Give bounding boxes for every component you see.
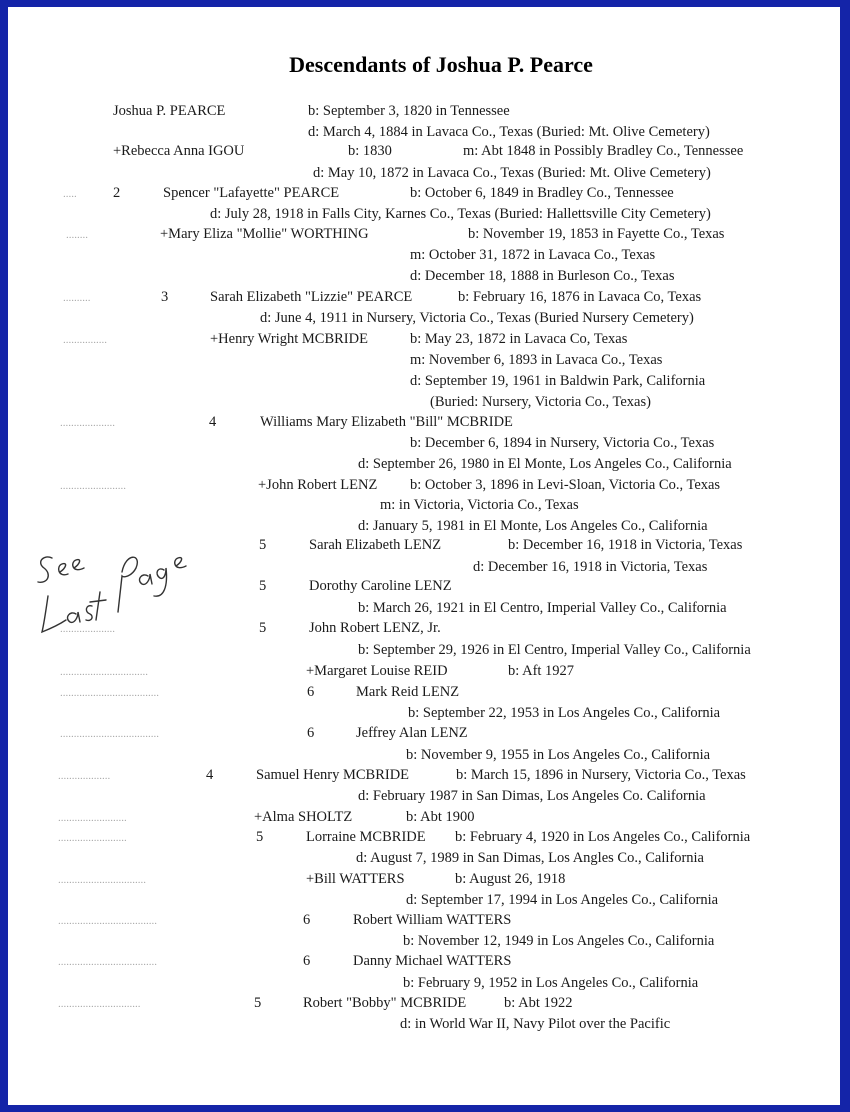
leader-dots: .................................... bbox=[58, 915, 157, 927]
leader-dots: .................................... bbox=[58, 956, 157, 968]
event-line: b: November 9, 1955 in Los Angeles Co., California bbox=[406, 747, 711, 763]
event-line: d: December 16, 1918 in Victoria, Texas bbox=[473, 559, 708, 575]
event-detail: b: October 6, 1849 in Bradley Co., Tennessee bbox=[410, 185, 674, 201]
event-line: (Buried: Nursery, Victoria Co., Texas) bbox=[430, 394, 651, 410]
event-line: b: November 12, 1949 in Los Angeles Co., California bbox=[403, 933, 715, 949]
event-detail: b: 1830 bbox=[348, 143, 392, 159]
generation-number: 4 bbox=[209, 414, 217, 430]
leader-dots: ......................... bbox=[58, 812, 127, 824]
generation-number: 5 bbox=[259, 578, 267, 594]
leader-dots: ......................... bbox=[58, 832, 127, 844]
person-name: Jeffrey Alan LENZ bbox=[356, 725, 468, 741]
person-name: Danny Michael WATTERS bbox=[353, 953, 512, 969]
leader-dots: ................ bbox=[63, 334, 107, 346]
leader-dots: ..... bbox=[63, 188, 77, 200]
person-name: Spencer "Lafayette" PEARCE bbox=[163, 185, 340, 201]
person-name: Mark Reid LENZ bbox=[356, 684, 460, 700]
person-name: Sarah Elizabeth LENZ bbox=[309, 537, 442, 553]
generation-number: 6 bbox=[307, 725, 315, 741]
person-name: Dorothy Caroline LENZ bbox=[309, 578, 452, 594]
event-line: d: August 7, 1989 in San Dimas, Los Angles Co., California bbox=[356, 850, 704, 866]
generation-number: 3 bbox=[161, 289, 169, 305]
event-line: b: March 26, 1921 in El Centro, Imperial Valley Co., California bbox=[358, 600, 727, 616]
person-name: +Mary Eliza "Mollie" WORTHING bbox=[160, 226, 369, 242]
page-title: Descendants of Joshua P. Pearce bbox=[289, 52, 593, 77]
leader-dots: ................................ bbox=[60, 666, 148, 678]
event-detail: b: February 16, 1876 in Lavaca Co, Texas bbox=[458, 289, 702, 305]
document-page bbox=[8, 7, 840, 1105]
person-name: +Rebecca Anna IGOU bbox=[113, 143, 245, 159]
leader-dots: ................... bbox=[58, 770, 111, 782]
person-name: Sarah Elizabeth "Lizzie" PEARCE bbox=[210, 289, 413, 305]
person-name: Samuel Henry MCBRIDE bbox=[256, 767, 410, 783]
person-name: Lorraine MCBRIDE bbox=[306, 829, 426, 845]
leader-dots: .............................. bbox=[58, 998, 141, 1010]
person-name: +Margaret Louise REID bbox=[306, 663, 448, 679]
event-detail: b: October 3, 1896 in Levi-Sloan, Victoria Co., Texas bbox=[410, 477, 721, 493]
event-line: d: September 26, 1980 in El Monte, Los Angeles Co., California bbox=[358, 456, 732, 472]
event-line: d: December 18, 1888 in Burleson Co., Texas bbox=[410, 268, 675, 284]
generation-number: 6 bbox=[307, 684, 315, 700]
person-name: Joshua P. PEARCE bbox=[113, 103, 226, 119]
event-line: d: May 10, 1872 in Lavaca Co., Texas (Buried: Mt. Olive Cemetery) bbox=[313, 165, 711, 181]
event-detail: b: Aft 1927 bbox=[508, 663, 575, 679]
event-line: d: March 4, 1884 in Lavaca Co., Texas (Buried: Mt. Olive Cemetery) bbox=[308, 124, 710, 140]
event-detail: b: February 4, 1920 in Los Angeles Co., California bbox=[455, 829, 751, 845]
generation-number: 5 bbox=[259, 620, 267, 636]
event-line: m: October 31, 1872 in Lavaca Co., Texas bbox=[410, 247, 656, 263]
leader-dots: .................................... bbox=[60, 687, 159, 699]
leader-dots: .................................... bbox=[60, 728, 159, 740]
generation-number: 4 bbox=[206, 767, 214, 783]
event-detail: m: Abt 1848 in Possibly Bradley Co., Tennessee bbox=[463, 143, 744, 159]
event-detail: b: September 3, 1820 in Tennessee bbox=[308, 103, 510, 119]
event-detail: b: November 19, 1853 in Fayette Co., Texas bbox=[468, 226, 725, 242]
event-line: d: June 4, 1911 in Nursery, Victoria Co., Texas (Buried Nursery Cemetery) bbox=[260, 310, 694, 326]
event-detail: b: May 23, 1872 in Lavaca Co, Texas bbox=[410, 331, 628, 347]
event-detail: b: Abt 1922 bbox=[504, 995, 573, 1011]
event-detail: b: Abt 1900 bbox=[406, 809, 475, 825]
generation-number: 6 bbox=[303, 953, 311, 969]
event-line: d: September 17, 1994 in Los Angeles Co., California bbox=[406, 892, 719, 908]
person-name: John Robert LENZ, Jr. bbox=[309, 620, 441, 636]
leader-dots: ................................ bbox=[58, 874, 146, 886]
event-line: b: February 9, 1952 in Los Angeles Co., California bbox=[403, 975, 699, 991]
generation-number: 5 bbox=[259, 537, 267, 553]
person-name: +Alma SHOLTZ bbox=[254, 809, 353, 825]
generation-number: 5 bbox=[254, 995, 262, 1011]
leader-dots: .................... bbox=[60, 417, 115, 429]
event-line: b: September 29, 1926 in El Centro, Imperial Valley Co., California bbox=[358, 642, 751, 658]
person-name: +John Robert LENZ bbox=[258, 477, 378, 493]
person-name: +Henry Wright MCBRIDE bbox=[210, 331, 368, 347]
event-line: b: December 6, 1894 in Nursery, Victoria Co., Texas bbox=[410, 435, 715, 451]
event-detail: b: August 26, 1918 bbox=[455, 871, 566, 887]
event-line: m: November 6, 1893 in Lavaca Co., Texas bbox=[410, 352, 663, 368]
person-name: Robert "Bobby" MCBRIDE bbox=[303, 995, 467, 1011]
person-name: Robert William WATTERS bbox=[353, 912, 512, 928]
event-line: b: September 22, 1953 in Los Angeles Co., California bbox=[408, 705, 721, 721]
event-detail: b: March 15, 1896 in Nursery, Victoria Co., Texas bbox=[456, 767, 746, 783]
leader-dots: .................... bbox=[60, 623, 115, 635]
event-line: m: in Victoria, Victoria Co., Texas bbox=[380, 497, 579, 513]
event-line: d: February 1987 in San Dimas, Los Angeles Co. California bbox=[358, 788, 706, 804]
leader-dots: ........ bbox=[66, 229, 88, 241]
generation-number: 2 bbox=[113, 185, 121, 201]
event-line: d: July 28, 1918 in Falls City, Karnes Co., Texas (Buried: Hallettsville City Cemetery) bbox=[210, 206, 711, 222]
event-detail: b: December 16, 1918 in Victoria, Texas bbox=[508, 537, 743, 553]
generation-number: 6 bbox=[303, 912, 311, 928]
person-name: +Bill WATTERS bbox=[306, 871, 405, 887]
leader-dots: ........................ bbox=[60, 480, 126, 492]
event-line: d: in World War II, Navy Pilot over the Pacific bbox=[400, 1016, 671, 1032]
event-line: d: September 19, 1961 in Baldwin Park, California bbox=[410, 373, 706, 389]
event-line: d: January 5, 1981 in El Monte, Los Angeles Co., California bbox=[358, 518, 708, 534]
generation-number: 5 bbox=[256, 829, 264, 845]
person-name: Williams Mary Elizabeth "Bill" MCBRIDE bbox=[260, 414, 513, 430]
leader-dots: .......... bbox=[63, 292, 91, 304]
handwritten-note bbox=[30, 532, 190, 652]
